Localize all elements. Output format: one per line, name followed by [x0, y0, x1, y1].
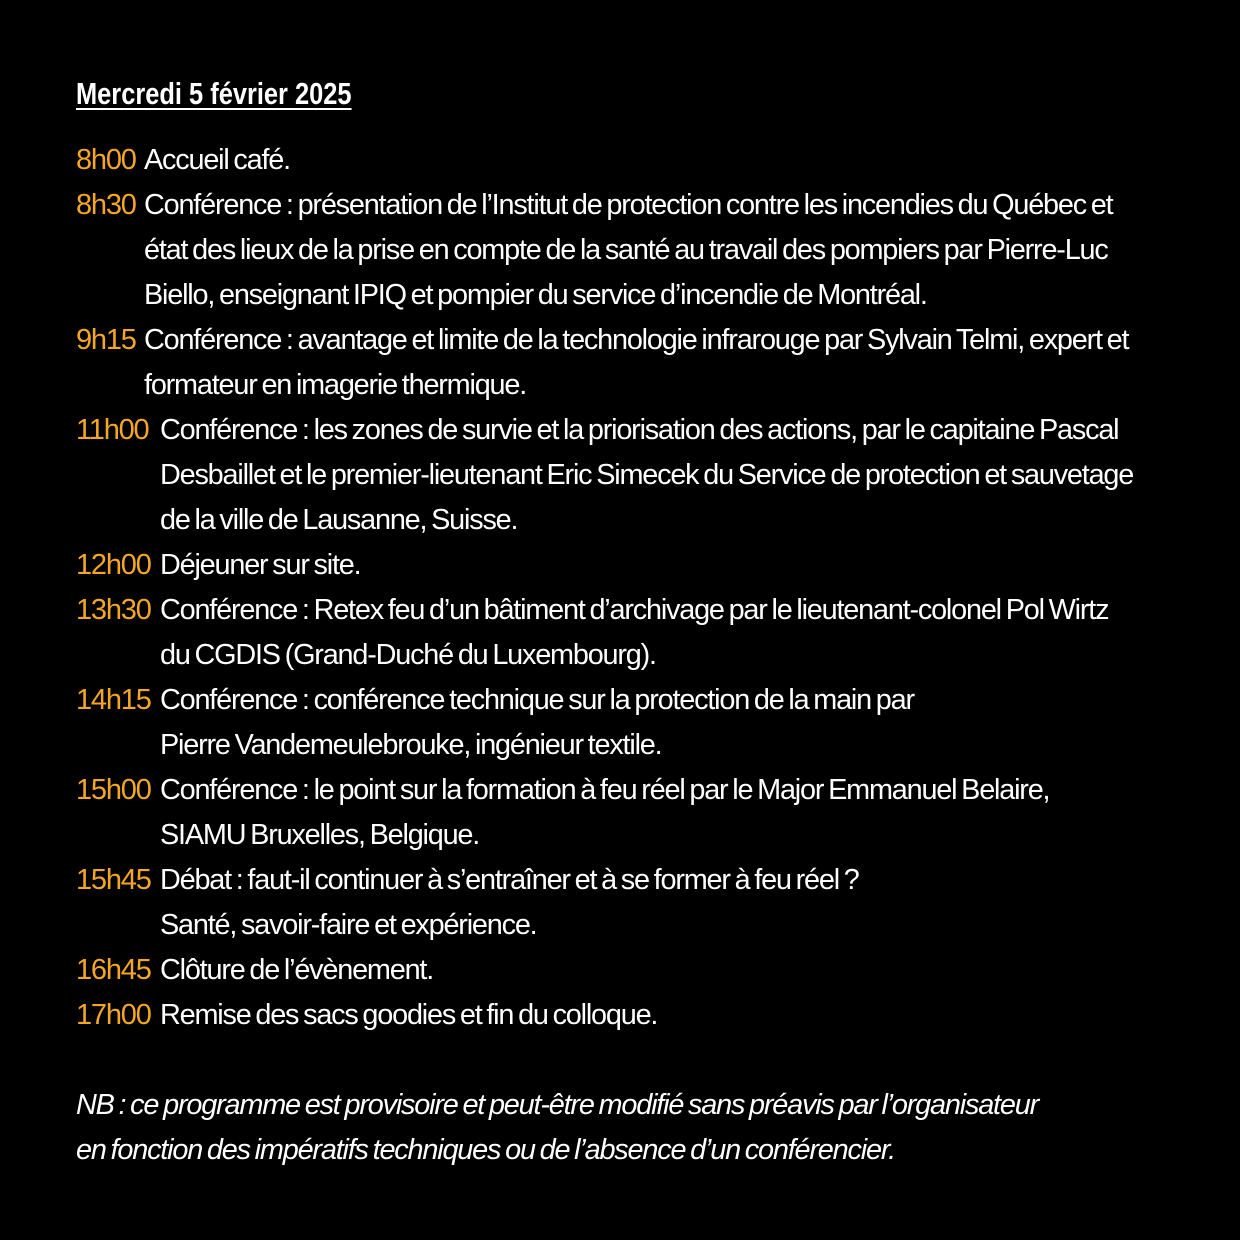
schedule-time: 14h15	[76, 684, 151, 716]
schedule-list	[76, 138, 1186, 1038]
schedule-description	[160, 588, 1186, 678]
schedule-description-line: Débat : faut-il continuer à s’entraîner et à se former à feu réel ?	[160, 864, 859, 896]
schedule-item	[76, 543, 1186, 588]
schedule-description-line: du CGDIS (Grand-Duché du Luxembourg).	[160, 639, 656, 671]
schedule-description-line: Desbaillet et le premier-lieutenant Eric Simecek du Service de protection et sauvetage	[160, 459, 1134, 491]
schedule-description-line: Déjeuner sur site.	[160, 549, 361, 581]
schedule-description	[160, 948, 1186, 993]
schedule-description	[160, 678, 1186, 768]
schedule-item	[76, 948, 1186, 993]
schedule-time: 13h30	[76, 594, 151, 626]
schedule-description	[160, 993, 1186, 1038]
schedule-description	[160, 768, 1186, 858]
schedule-description	[160, 408, 1186, 543]
schedule-description-line: Remise des sacs goodies et fin du colloque.	[160, 999, 658, 1031]
schedule-description-line: Pierre Vandemeulebrouke, ingénieur textile.	[160, 729, 662, 761]
schedule-time: 17h00	[76, 999, 151, 1031]
schedule-time: 8h30	[76, 189, 136, 221]
schedule-item	[76, 318, 1186, 408]
schedule-description	[160, 543, 1186, 588]
schedule-description-line: Clôture de l’évènement.	[160, 954, 434, 986]
schedule-time: 8h00	[76, 144, 136, 176]
schedule-description-line: Conférence : conférence technique sur la protection de la main par	[160, 684, 914, 716]
schedule-time: 15h00	[76, 774, 151, 806]
schedule-description-line: SIAMU Bruxelles, Belgique.	[160, 819, 480, 851]
schedule-description-line: Conférence : le point sur la formation à feu réel par le Major Emmanuel Belaire,	[160, 774, 1050, 806]
page-title: Mercredi 5 février 2025	[76, 76, 352, 111]
schedule-item	[76, 858, 1186, 948]
schedule-time: 9h15	[76, 324, 136, 356]
schedule-description-line: état des lieux de la prise en compte de la santé au travail des pompiers par Pierre-Luc	[144, 234, 1108, 266]
schedule-description-line: Conférence : présentation de l’Institut de protection contre les incendies du Québec et	[144, 189, 1113, 221]
schedule-item	[76, 588, 1186, 678]
schedule-time: 16h45	[76, 954, 151, 986]
schedule-description-line: Santé, savoir-faire et expérience.	[160, 909, 537, 941]
schedule-item	[76, 768, 1186, 858]
program-page	[76, 72, 1186, 1173]
schedule-description-line: formateur en imagerie thermique.	[144, 369, 527, 401]
schedule-description-line: Accueil café.	[144, 144, 290, 176]
schedule-item	[76, 408, 1186, 543]
schedule-description	[160, 858, 1186, 948]
schedule-description-line: de la ville de Lausanne, Suisse.	[160, 504, 518, 536]
disclaimer-note	[76, 1083, 1186, 1173]
schedule-item	[76, 993, 1186, 1038]
schedule-description-line: Conférence : Retex feu d’un bâtiment d’archivage par le lieutenant-colonel Pol Wirtz	[160, 594, 1109, 626]
schedule-description-line: Conférence : avantage et limite de la technologie infrarouge par Sylvain Telmi, expert et	[144, 324, 1129, 356]
schedule-time: 12h00	[76, 549, 151, 581]
schedule-description-line: Biello, enseignant IPIQ et pompier du service d’incendie de Montréal.	[144, 279, 927, 311]
schedule-time: 15h45	[76, 864, 151, 896]
note-line: NB : ce programme est provisoire et peut-être modifié sans préavis par l’organisateur	[76, 1089, 1038, 1121]
schedule-item	[76, 183, 1186, 318]
schedule-description	[144, 138, 1186, 183]
note-line: en fonction des impératifs techniques ou de l’absence d’un conférencier.	[76, 1134, 895, 1166]
schedule-description	[144, 318, 1186, 408]
schedule-item	[76, 138, 1186, 183]
schedule-time: 11h00	[76, 414, 149, 446]
schedule-item	[76, 678, 1186, 768]
schedule-description	[144, 183, 1186, 318]
schedule-description-line: Conférence : les zones de survie et la priorisation des actions, par le capitaine Pascal	[160, 414, 1119, 446]
